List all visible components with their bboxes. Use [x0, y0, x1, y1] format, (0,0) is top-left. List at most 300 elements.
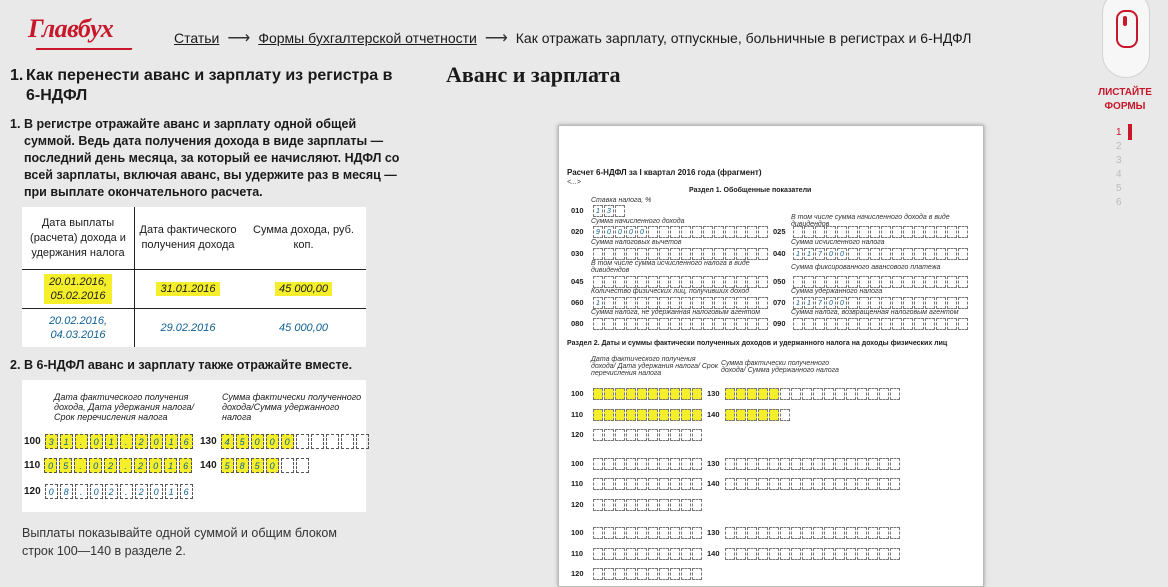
form-cell	[692, 297, 702, 309]
form-cell	[758, 297, 768, 309]
form-cell	[947, 226, 957, 238]
form-cell	[903, 226, 913, 238]
form-cell	[903, 248, 913, 260]
form-cell	[593, 248, 603, 260]
doc-cell	[813, 548, 823, 560]
form-cell	[311, 434, 324, 449]
form-document-preview[interactable]	[558, 125, 984, 587]
form-cell: .	[119, 458, 132, 473]
doc-cell	[593, 388, 603, 400]
doc-cell	[593, 568, 603, 580]
form-cell	[947, 318, 957, 330]
doc-cell	[835, 527, 845, 539]
register-table	[22, 207, 366, 347]
table-cell: 45 000,00	[279, 322, 328, 334]
form-cell	[604, 276, 614, 288]
doc-row-code: 110	[571, 409, 584, 419]
form-cell	[914, 318, 924, 330]
breadcrumb-link-forms[interactable]: Формы бухгалтерской отчетности	[258, 30, 477, 46]
form-cell	[914, 248, 924, 260]
doc-cell	[857, 458, 867, 470]
form-cell	[648, 226, 658, 238]
doc-cell	[890, 527, 900, 539]
doc-cell	[802, 458, 812, 470]
doc-cells	[593, 409, 702, 421]
doc-cell	[659, 548, 669, 560]
doc-cell	[758, 409, 768, 421]
form-cell	[958, 226, 968, 238]
doc-row-code: 120	[571, 569, 584, 578]
form-cell	[837, 276, 847, 288]
form-cell: .	[120, 434, 133, 449]
form-cell	[593, 276, 603, 288]
doc-cell	[868, 458, 878, 470]
form-cell	[648, 248, 658, 260]
form-cell	[747, 248, 757, 260]
doc-cell	[681, 548, 691, 560]
doc-cell	[791, 527, 801, 539]
form-cell	[848, 276, 858, 288]
form-cell	[793, 226, 803, 238]
doc-section-1: Раздел 1. Обобщенные показатели	[689, 187, 812, 194]
doc-title: Расчет 6-НДФЛ за I квартал 2016 года (фрагмент)	[567, 168, 762, 177]
doc-cell	[692, 478, 702, 490]
doc-cells	[593, 388, 702, 400]
doc-cell	[769, 478, 779, 490]
form-cell	[681, 318, 691, 330]
doc-cell	[659, 429, 669, 441]
form-label-left: Дата фактического получения дохода, Дата удержания налога/ Срок перечисления налога	[54, 392, 195, 422]
doc-cells	[725, 458, 900, 470]
table-header: Дата фактического получения дохода	[135, 207, 242, 270]
doc-cell	[857, 478, 867, 490]
doc-cells	[593, 248, 768, 260]
form-cell	[637, 276, 647, 288]
form-cell: 0	[826, 297, 836, 309]
form-cell: 0	[615, 226, 625, 238]
form-cell	[725, 276, 735, 288]
form-cell: 1	[60, 434, 73, 449]
form-cell	[903, 276, 913, 288]
form-cell: 2	[105, 484, 118, 499]
form-cell	[881, 318, 891, 330]
doc-cell	[802, 527, 812, 539]
form-cell	[659, 297, 669, 309]
doc-cell	[648, 478, 658, 490]
form-cell	[604, 318, 614, 330]
form-cell: 0	[149, 458, 162, 473]
form-cell	[615, 297, 625, 309]
form-cell	[714, 318, 724, 330]
breadcrumb	[174, 28, 971, 48]
pager-page-2[interactable]: 2	[1116, 141, 1122, 152]
table-cell: 45 000,00	[275, 282, 332, 296]
breadcrumb-current: Как отражать зарплату, отпускные, больничные в регистрах и 6-НДФЛ	[515, 30, 972, 46]
form-cell	[903, 297, 913, 309]
doc-cells	[593, 568, 702, 580]
doc-cell	[604, 478, 614, 490]
form-cell	[936, 226, 946, 238]
pager-page-3[interactable]: 3	[1116, 155, 1122, 166]
doc-cell	[626, 458, 636, 470]
doc-cell	[802, 548, 812, 560]
doc-cell	[604, 429, 614, 441]
form-cell	[714, 248, 724, 260]
form-cell: 0	[90, 484, 103, 499]
scroll-forms-label: ЛИСТАЙТЕ ФОРМЫ	[1098, 87, 1152, 112]
ndfl-form-fragment-image	[22, 380, 366, 512]
form-cell	[804, 318, 814, 330]
form-cell: 1	[804, 248, 814, 260]
form-cell: 6	[179, 458, 192, 473]
form-cell	[604, 297, 614, 309]
form-cell: 0	[150, 434, 163, 449]
form-cell	[703, 226, 713, 238]
doc-row-code: 090	[773, 319, 786, 328]
doc-cell	[736, 458, 746, 470]
doc-cell	[890, 478, 900, 490]
form-cell	[826, 226, 836, 238]
form-cell	[725, 318, 735, 330]
doc-cell	[890, 458, 900, 470]
doc-cell	[824, 388, 834, 400]
doc-cell	[758, 458, 768, 470]
doc-cell	[593, 548, 603, 560]
doc-cell	[857, 548, 867, 560]
form-row-110: 110 0 5 . 0 2 . 2 0 1 6	[24, 458, 192, 473]
doc-cell	[648, 458, 658, 470]
doc-cell	[857, 388, 867, 400]
doc-label: Сумма налога, не удержанная налоговым агентом	[591, 309, 761, 316]
doc-cell	[692, 499, 702, 511]
form-cell	[670, 297, 680, 309]
doc-cell	[780, 548, 790, 560]
form-cell	[925, 318, 935, 330]
form-pager	[1116, 126, 1122, 210]
form-cell: 0	[44, 458, 57, 473]
doc-ellipsis: <...>	[567, 179, 582, 186]
form-row-100: 100 3 1 . 0 1 . 2 0 1 6	[24, 434, 193, 449]
form-cell	[804, 276, 814, 288]
doc-cell	[846, 548, 856, 560]
doc-row-code: 130	[707, 528, 720, 537]
doc-cell	[692, 568, 702, 580]
doc-row-code: 110	[571, 548, 584, 558]
table-header: Сумма дохода, руб. коп.	[241, 207, 366, 270]
form-cell	[947, 297, 957, 309]
doc-cell	[846, 478, 856, 490]
doc-row-code: 100	[571, 528, 584, 537]
form-cell	[815, 276, 825, 288]
form-cell	[914, 276, 924, 288]
form-cell	[826, 318, 836, 330]
doc-cell	[835, 388, 845, 400]
form-cell	[714, 276, 724, 288]
doc-row-code: 140	[707, 479, 720, 488]
doc-row-code: 140	[707, 409, 720, 419]
pager-page-5[interactable]: 5	[1116, 183, 1122, 194]
form-cell	[703, 297, 713, 309]
form-cell	[736, 276, 746, 288]
doc-cell	[648, 499, 658, 511]
doc-cell	[725, 478, 735, 490]
doc-cells	[593, 297, 768, 309]
doc-cell	[670, 388, 680, 400]
form-label-right: Сумма фактически полученного дохода/Сумма удержанного налога	[222, 392, 362, 422]
form-cell	[659, 248, 669, 260]
form-cells	[221, 434, 369, 449]
doc-cell	[681, 478, 691, 490]
form-cell	[736, 318, 746, 330]
form-row-130: 130 4 5 0 0 0	[200, 434, 369, 449]
form-cell	[326, 434, 339, 449]
form-cell	[648, 297, 658, 309]
form-cell	[637, 297, 647, 309]
doc-row-code: 070	[773, 298, 786, 307]
doc-cell	[648, 548, 658, 560]
form-cell: 0	[637, 226, 647, 238]
doc-cell	[692, 388, 702, 400]
doc-cell	[637, 478, 647, 490]
doc-cell	[681, 388, 691, 400]
doc-cell	[637, 568, 647, 580]
doc-cell	[747, 409, 757, 421]
form-cell: 7	[815, 297, 825, 309]
doc-cell	[626, 388, 636, 400]
doc-cell	[659, 458, 669, 470]
doc-cell	[824, 478, 834, 490]
form-cells	[45, 434, 193, 449]
doc-label: Сумма удержанного налога	[791, 288, 883, 295]
form-cells	[221, 458, 309, 473]
form-cell	[758, 276, 768, 288]
doc-cell	[725, 409, 735, 421]
doc-cell	[879, 388, 889, 400]
doc-cell	[846, 527, 856, 539]
doc-cell	[604, 388, 614, 400]
doc-row-code: 120	[571, 430, 584, 439]
form-cell: 5	[251, 458, 264, 473]
doc-row-code: 030	[571, 249, 584, 258]
form-cell	[615, 248, 625, 260]
doc-cells	[725, 409, 790, 421]
doc-cell	[604, 548, 614, 560]
doc-row-code: 060	[571, 298, 584, 307]
form-cell	[870, 276, 880, 288]
form-cell	[903, 318, 913, 330]
doc-cells	[725, 478, 900, 490]
doc-cell	[857, 527, 867, 539]
form-cell	[870, 226, 880, 238]
doc-cell	[681, 568, 691, 580]
form-cell: 9	[593, 226, 603, 238]
form-cell: 5	[59, 458, 72, 473]
form-cell	[714, 297, 724, 309]
form-cell	[670, 276, 680, 288]
doc-cell	[604, 458, 614, 470]
form-cell	[892, 318, 902, 330]
form-cell	[859, 318, 869, 330]
doc-cell	[659, 388, 669, 400]
doc-cell	[813, 388, 823, 400]
doc-cell	[659, 527, 669, 539]
doc-cell	[659, 499, 669, 511]
doc-cell	[626, 527, 636, 539]
doc-cell	[681, 429, 691, 441]
doc-cell	[626, 548, 636, 560]
doc-cell	[736, 478, 746, 490]
doc-cell	[659, 478, 669, 490]
doc-cell	[758, 478, 768, 490]
doc-row-code: 050	[773, 277, 786, 286]
doc-cell	[637, 458, 647, 470]
table-cell: 29.02.2016	[160, 322, 216, 334]
pager-page-1[interactable]: 1	[1116, 127, 1122, 138]
doc-cells	[593, 226, 768, 238]
doc-cell	[824, 458, 834, 470]
doc-cell	[593, 499, 603, 511]
form-cell	[670, 226, 680, 238]
form-cell	[681, 276, 691, 288]
doc-row-code: 130	[707, 389, 720, 398]
doc-cell	[879, 478, 889, 490]
doc-cell	[725, 458, 735, 470]
doc-cell	[626, 499, 636, 511]
doc-cell	[736, 527, 746, 539]
form-cell	[881, 297, 891, 309]
doc-cell	[637, 527, 647, 539]
doc-cell	[626, 429, 636, 441]
doc-cell	[615, 548, 625, 560]
form-cell	[870, 318, 880, 330]
doc-row-code: 080	[571, 319, 584, 328]
form-cell	[670, 248, 680, 260]
form-cell	[925, 276, 935, 288]
doc-cell	[736, 409, 746, 421]
doc-cell	[736, 548, 746, 560]
form-cell	[736, 297, 746, 309]
form-cell: 2	[135, 434, 148, 449]
doc-cell	[681, 527, 691, 539]
glavbukh-logo[interactable]	[28, 10, 138, 54]
doc-cell	[835, 458, 845, 470]
doc-cell	[747, 478, 757, 490]
doc-cell	[626, 568, 636, 580]
form-cell	[892, 226, 902, 238]
pager-page-6[interactable]: 6	[1116, 197, 1122, 208]
step-2-text: 2. В 6-НДФЛ аванс и зарплату также отражайте вместе.	[10, 358, 353, 372]
doc-cell	[758, 548, 768, 560]
form-cell	[914, 226, 924, 238]
doc-cell	[813, 527, 823, 539]
form-cell	[281, 458, 294, 473]
doc-cell	[725, 548, 735, 560]
doc-cell	[615, 388, 625, 400]
mouse-scroll-icon	[1100, 0, 1152, 80]
doc-cell	[824, 548, 834, 560]
doc-cell	[648, 527, 658, 539]
form-cell	[837, 226, 847, 238]
form-cell	[848, 248, 858, 260]
form-cell	[703, 276, 713, 288]
form-cell: 4	[221, 434, 234, 449]
doc-cell	[615, 527, 625, 539]
doc-cell	[670, 568, 680, 580]
doc-cell	[604, 409, 614, 421]
section-heading: 1. Как перенести аванс и зарплату из регистра в 6-НДФЛ	[10, 67, 393, 104]
pager-page-4[interactable]: 4	[1116, 169, 1122, 180]
form-cell	[958, 248, 968, 260]
form-cell	[637, 248, 647, 260]
doc-cell	[604, 527, 614, 539]
form-cell	[692, 276, 702, 288]
form-cells	[44, 458, 192, 473]
form-cell	[714, 226, 724, 238]
doc-cell	[593, 429, 603, 441]
doc-cells	[793, 248, 968, 260]
form-cell: 1	[105, 434, 118, 449]
form-cell: 6	[180, 484, 193, 499]
form-cell: 0	[251, 434, 264, 449]
form-cell: .	[74, 458, 87, 473]
form-cell	[747, 226, 757, 238]
doc-cell	[637, 548, 647, 560]
doc-cell	[681, 409, 691, 421]
doc-cells	[793, 226, 968, 238]
doc-cells	[593, 458, 702, 470]
doc-cell	[670, 478, 680, 490]
table-cell: 20.02.2016, 04.03.2016	[48, 315, 108, 341]
doc-cell	[670, 548, 680, 560]
form-cell	[958, 318, 968, 330]
form-cell: 0	[281, 434, 294, 449]
doc-cell	[593, 409, 603, 421]
doc-cell	[813, 458, 823, 470]
doc-cell	[791, 388, 801, 400]
doc-cell	[593, 527, 603, 539]
logo-swoosh	[36, 48, 133, 50]
doc-cell	[593, 478, 603, 490]
doc-label: Сумма налоговых вычетов	[591, 239, 682, 246]
form-cell: 0	[90, 434, 103, 449]
form-cell	[626, 248, 636, 260]
form-cell	[859, 297, 869, 309]
doc-label: Сумма исчисленного налога	[791, 239, 885, 246]
doc-section-2: Раздел 2. Даты и суммы фактически полученных доходов и удержанного налога на доходы физических лиц	[567, 340, 948, 347]
arrow-right-icon: ⟶	[227, 30, 251, 47]
doc-cell	[659, 409, 669, 421]
doc-label: В том числе сумма исчисленного налога в виде дивидендов	[591, 260, 750, 274]
doc-cell	[725, 527, 735, 539]
form-cell	[659, 226, 669, 238]
doc-cell	[780, 527, 790, 539]
doc-cell	[769, 458, 779, 470]
doc-cell	[769, 548, 779, 560]
form-cell: 0	[89, 458, 102, 473]
doc-cell	[824, 527, 834, 539]
form-cell	[747, 276, 757, 288]
register-table-image	[22, 207, 366, 347]
form-cell	[936, 248, 946, 260]
form-cell	[736, 248, 746, 260]
form-cell	[925, 248, 935, 260]
doc-row-code: 130	[707, 458, 720, 468]
breadcrumb-link-articles[interactable]: Статьи	[174, 30, 220, 46]
table-cell: 20.01.2016, 05.02.2016	[44, 274, 112, 304]
doc-cell	[615, 429, 625, 441]
form-cell: 0	[266, 458, 279, 473]
form-cell: 0	[266, 434, 279, 449]
